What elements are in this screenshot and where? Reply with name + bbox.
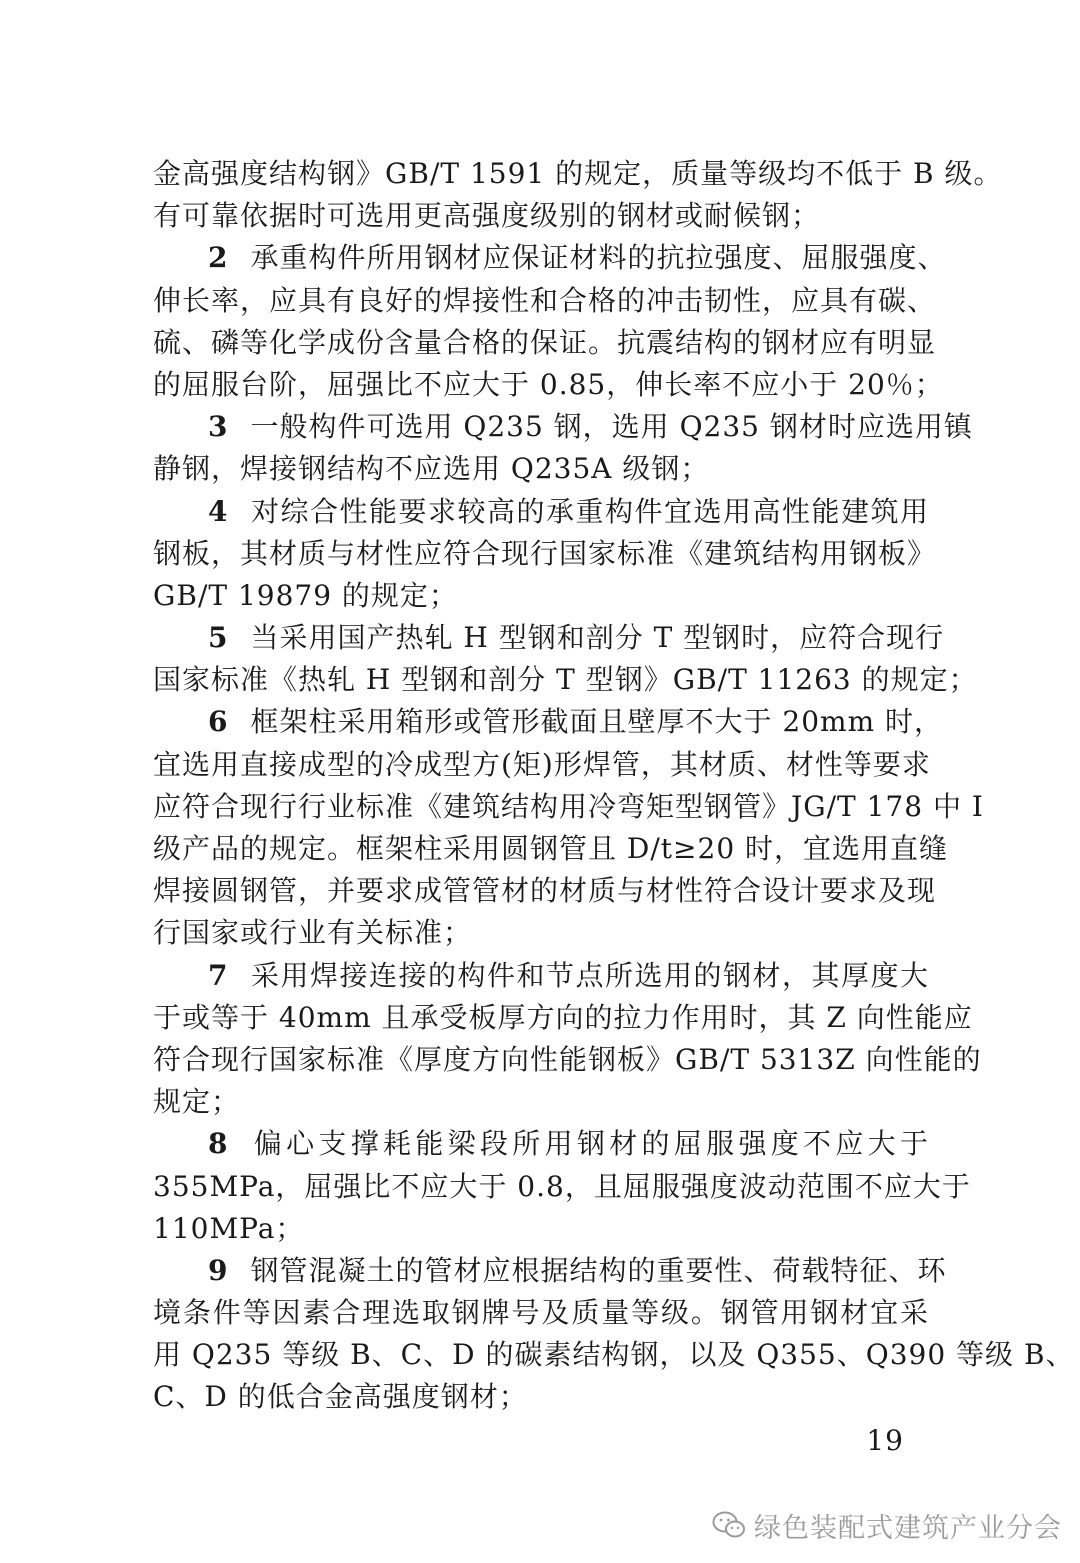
wechat-icon	[712, 1511, 746, 1539]
page-number: 19	[866, 1424, 904, 1457]
clause-number: 2	[208, 241, 229, 275]
line-text: 级产品的规定。框架柱采用圆钢管且 D/t≥20 时，宜选用直缝	[153, 832, 949, 865]
line-text: 符合现行国家标准《厚度方向性能钢板》GB/T 5313Z 向性能的	[153, 1042, 982, 1076]
text-line	[153, 1376, 929, 1418]
text-line	[153, 1081, 929, 1123]
line-text: 国家标准《热轧 H 型钢和剖分 T 型钢》GB/T 11263 的规定；	[153, 663, 978, 697]
line-text: GB/T 19879 的规定；	[153, 578, 458, 612]
clause-line	[153, 701, 944, 743]
watermark-text: 绿色装配式建筑产业分会	[754, 1512, 1062, 1544]
text-line	[153, 870, 937, 912]
line-text: 应符合现行行业标准《建筑结构用冷弯矩型钢管》JG/T 178 中 I	[153, 789, 984, 823]
clause-line	[153, 406, 973, 448]
clause-number: 4	[208, 494, 229, 528]
text-line	[153, 1166, 971, 1208]
line-text: 硫、磷等化学成份含量合格的保证。抗震结构的钢材应有明显	[153, 325, 937, 359]
text-line	[153, 786, 984, 828]
text-line	[153, 1292, 929, 1334]
line-text: 伸长率，应具有良好的焊接性和合格的冲击韧性，应具有碳、	[153, 283, 937, 317]
clause-line	[153, 237, 947, 279]
line-text: 规定；	[153, 1085, 241, 1119]
line-text: 宜选用直接成型的冷成型方(矩)形焊管，其材质、材性等要求	[153, 747, 931, 781]
text-line	[153, 533, 937, 575]
line-text: 焊接圆钢管，并要求成管管材的材质与材性符合设计要求及现	[153, 874, 937, 908]
text-line	[153, 659, 978, 701]
line-text: 对综合性能要求较高的承重构件宜选用高性能建筑用	[250, 494, 929, 528]
text-line	[153, 744, 929, 786]
line-text: 于或等于 40mm 且承受板厚方向的拉力作用时，其 Z 向性能应	[153, 1000, 973, 1034]
clause-number: 7	[208, 958, 229, 992]
line-text: 框架柱采用箱形或管形截面且壁厚不大于 20mm 时，	[250, 705, 944, 739]
line-text: 110MPa；	[153, 1211, 305, 1245]
clause-line	[153, 1123, 929, 1165]
line-text: 境条件等因素合理选取钢牌号及质量等级。钢管用钢材宜采	[153, 1296, 929, 1330]
line-text: C、D 的低合金高强度钢材；	[153, 1380, 528, 1414]
clause-number: 3	[208, 410, 229, 444]
line-text: 钢管混凝土的管材应根据结构的重要性、荷载特征、环	[250, 1253, 947, 1287]
clause-line	[153, 491, 929, 533]
text-line	[153, 195, 929, 237]
body-text	[153, 153, 1075, 1419]
line-text: 355MPa，屈强比不应大于 0.8，且屈服强度波动范围不应大于	[153, 1169, 971, 1203]
text-line	[153, 153, 1003, 195]
line-text: 金高强度结构钢》GB/T 1591 的规定，质量等级均不低于 B 级。	[153, 157, 1003, 190]
clause-line	[153, 955, 929, 997]
text-line	[153, 364, 944, 406]
text-line	[153, 322, 937, 364]
line-text: 有可靠依据时可选用更高强度级别的钢材或耐候钢；	[153, 199, 821, 233]
line-text: 的屈服台阶，屈强比不应大于 0.85，伸长率不应小于 20％；	[153, 367, 944, 401]
line-text: 一般构件可选用 Q235 钢，选用 Q235 钢材时应选用镇	[250, 410, 973, 444]
line-text: 用 Q235 等级 B、C、D 的碳素结构钢，以及 Q355、Q390 等级 B、	[153, 1338, 1075, 1372]
line-text: 当采用国产热轧 H 型钢和剖分 T 型钢时，应符合现行	[250, 621, 945, 655]
text-line	[153, 1208, 929, 1250]
line-text: 偏心支撑耗能梁段所用钢材的屈服强度不应大于	[250, 1127, 929, 1161]
clause-number: 6	[208, 705, 229, 739]
text-line	[153, 1334, 1075, 1376]
watermark	[712, 1505, 1062, 1545]
text-line	[153, 575, 929, 617]
clause-line	[153, 617, 945, 659]
text-line	[153, 1039, 982, 1081]
text-line	[153, 828, 949, 870]
clause-number: 9	[208, 1253, 229, 1287]
clause-line	[153, 1250, 947, 1292]
clause-number: 8	[208, 1127, 229, 1161]
line-text: 承重构件所用钢材应保证材料的抗拉强度、屈服强度、	[250, 241, 947, 275]
line-text: 行国家或行业有关标准；	[153, 916, 473, 950]
line-text: 采用焊接连接的构件和节点所选用的钢材，其厚度大	[250, 958, 929, 992]
line-text: 钢板，其材质与材性应符合现行国家标准《建筑结构用钢板》	[153, 536, 937, 570]
text-line	[153, 997, 973, 1039]
text-line	[153, 280, 937, 322]
text-line	[153, 448, 929, 490]
line-text: 静钢，焊接钢结构不应选用 Q235A 级钢；	[153, 452, 710, 486]
clause-number: 5	[208, 621, 229, 655]
text-line	[153, 912, 929, 954]
